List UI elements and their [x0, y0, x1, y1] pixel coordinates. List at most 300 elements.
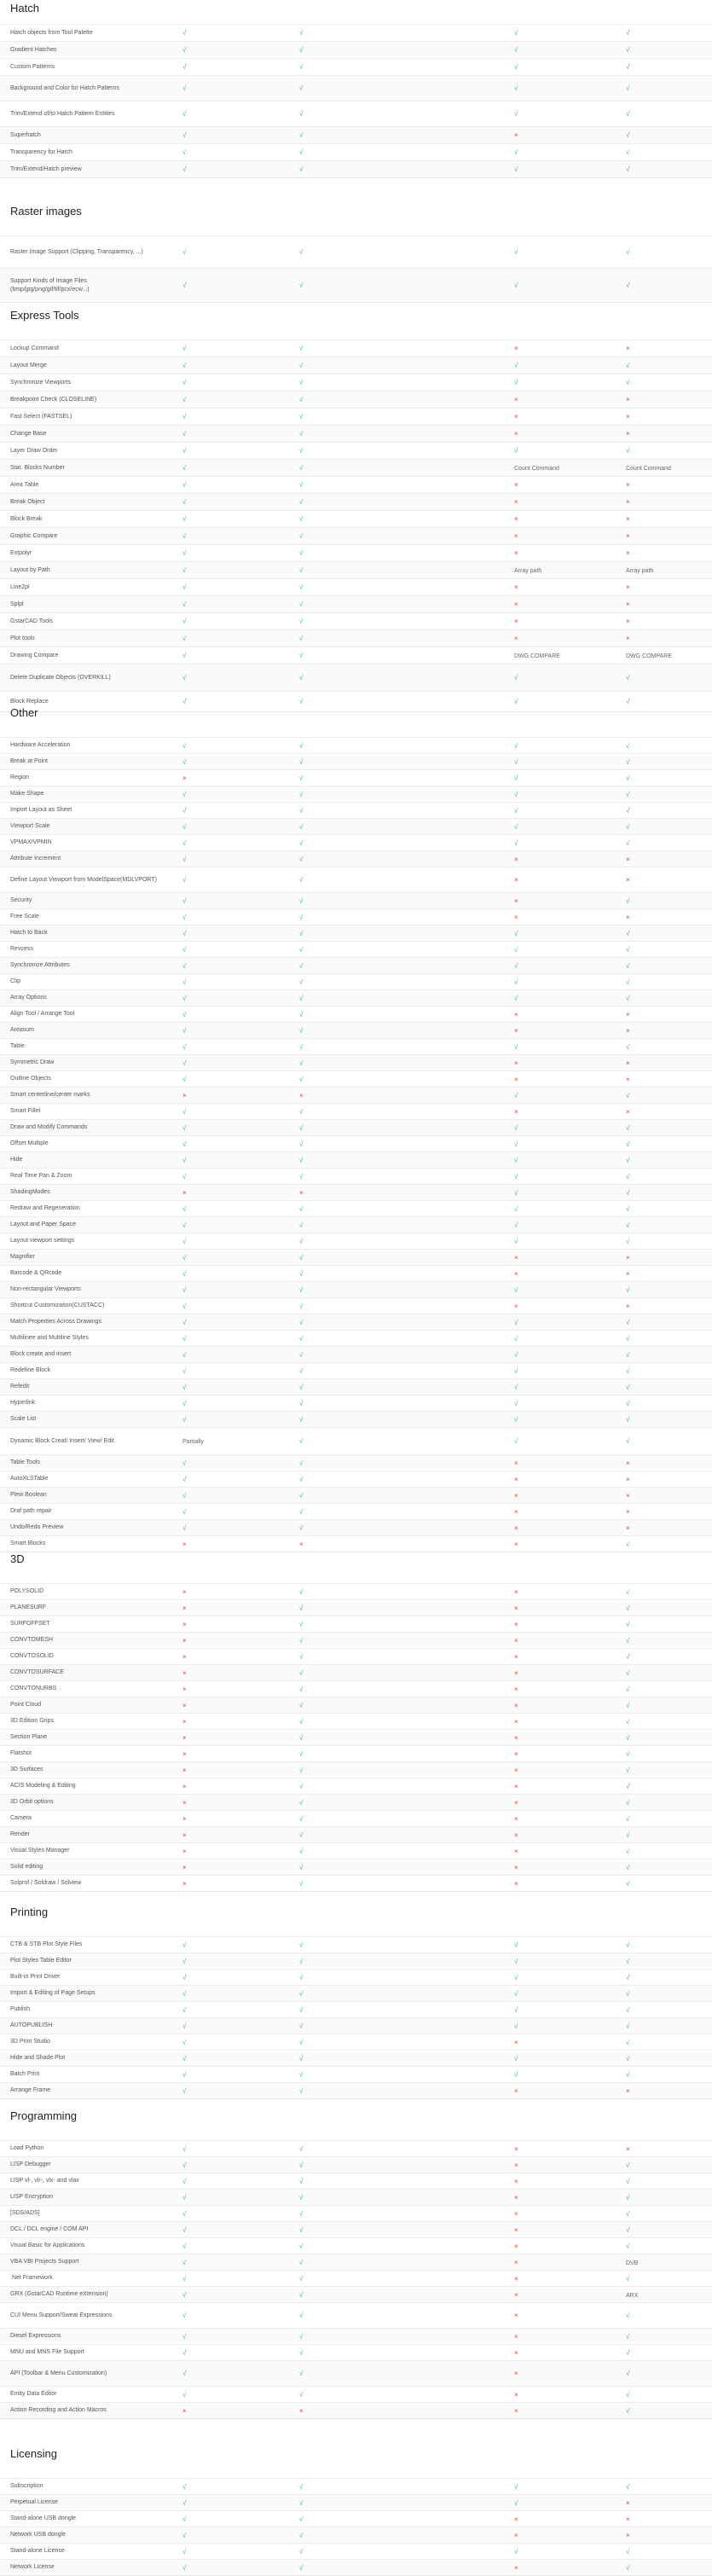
- cross-icon: ×: [182, 1814, 187, 1823]
- check-icon: √: [182, 447, 187, 455]
- empty-cell: [391, 823, 506, 831]
- table-row: [0, 892, 712, 908]
- table-row: [0, 1103, 712, 1119]
- check-icon: √: [626, 757, 630, 766]
- cross-icon: ×: [626, 1059, 630, 1067]
- check-icon: √: [182, 379, 187, 386]
- table-row: [0, 1135, 712, 1152]
- supported-cell: [621, 946, 712, 954]
- feature-label: Plot tools: [10, 635, 35, 641]
- table-row: [0, 2050, 712, 2066]
- check-icon: √: [182, 2290, 187, 2299]
- supported-cell: [506, 447, 621, 455]
- empty-cell: [391, 46, 506, 54]
- feature-label: Synchronize Viewports: [10, 379, 72, 386]
- empty-cell: [391, 1990, 506, 1998]
- supported-cell: [506, 758, 621, 766]
- section-title: Other: [10, 706, 38, 719]
- check-icon: √: [182, 600, 187, 608]
- check-icon: √: [182, 248, 187, 256]
- supported-cell: [275, 839, 391, 847]
- check-icon: √: [299, 515, 304, 523]
- unsupported-cell: [506, 131, 621, 139]
- check-icon: √: [299, 413, 304, 421]
- feature-label: Line2pl: [10, 583, 30, 590]
- unsupported-cell: [506, 532, 621, 540]
- supported-cell: [506, 1140, 621, 1148]
- supported-cell: [621, 2055, 712, 2063]
- unsupported-cell: [506, 1685, 621, 1693]
- cross-icon: ×: [299, 1091, 304, 1099]
- supported-cell: [160, 1221, 275, 1229]
- table-row: [0, 834, 712, 850]
- cross-icon: ×: [514, 532, 518, 540]
- check-icon: √: [299, 2193, 304, 2202]
- supported-cell: [160, 2275, 275, 2283]
- supported-cell: [506, 2548, 621, 2556]
- table-row: [0, 2494, 712, 2510]
- cross-icon: ×: [514, 2161, 518, 2169]
- check-icon: √: [182, 855, 187, 863]
- feature-label: Trim/Extend/Hatch preview: [10, 165, 82, 172]
- check-icon: √: [626, 2390, 630, 2399]
- check-icon: √: [626, 1863, 630, 1871]
- feature-label: Transparency for Hatch: [10, 148, 72, 155]
- supported-cell: [275, 1621, 391, 1628]
- cross-icon: ×: [514, 1010, 518, 1018]
- cross-icon: ×: [514, 2312, 518, 2319]
- supported-cell: [621, 1335, 712, 1343]
- unsupported-cell: [506, 2161, 621, 2169]
- check-icon: √: [514, 1383, 518, 1391]
- supported-cell: [275, 1588, 391, 1596]
- empty-cell: [391, 914, 506, 921]
- check-icon: √: [182, 2038, 187, 2046]
- empty-cell: [391, 1076, 506, 1083]
- check-icon: √: [299, 674, 304, 682]
- empty-cell: [391, 618, 506, 625]
- unsupported-cell: [506, 1108, 621, 1116]
- check-icon: √: [299, 396, 304, 403]
- supported-cell: [275, 2291, 391, 2299]
- feature-label: Dynamic Block Creat/ Insert/ View/ Edit: [10, 1437, 114, 1444]
- unsupported-cell: [506, 1750, 621, 1758]
- table-row: [0, 561, 712, 578]
- supported-cell: [621, 2242, 712, 2250]
- unsupported-cell: [506, 1799, 621, 1807]
- supported-cell: [506, 2022, 621, 2030]
- table-row: [0, 1810, 712, 1826]
- check-icon: √: [182, 549, 187, 557]
- unsupported-cell: [506, 1669, 621, 1677]
- table-row: [0, 2286, 712, 2302]
- feature-label: Fast Select (FASTSEL): [10, 413, 72, 420]
- feature-label: Plot Styles Table Editor: [10, 1958, 72, 1964]
- note-text: ARX: [626, 2292, 639, 2299]
- check-icon: √: [626, 1941, 630, 1949]
- feature-label: PLANESURF: [10, 1604, 47, 1610]
- unsupported-cell: [506, 1783, 621, 1790]
- supported-cell: [621, 2349, 712, 2357]
- feature-label: Visual Styles Manager: [10, 1848, 70, 1854]
- supported-cell: [275, 1508, 391, 1516]
- supported-cell: [506, 63, 621, 71]
- cross-icon: ×: [182, 1749, 187, 1758]
- feature-label: Redefine Block: [10, 1367, 51, 1373]
- check-icon: √: [626, 1636, 630, 1645]
- unsupported-cell: [160, 1653, 275, 1661]
- check-icon: √: [182, 2070, 187, 2079]
- unsupported-cell: [160, 1621, 275, 1628]
- cross-icon: ×: [626, 2498, 630, 2507]
- empty-cell: [391, 549, 506, 557]
- check-icon: √: [299, 929, 304, 937]
- check-icon: √: [514, 822, 518, 831]
- check-icon: √: [299, 2070, 304, 2079]
- table-row: [0, 527, 712, 544]
- unsupported-cell: [506, 515, 621, 523]
- cross-icon: ×: [514, 2274, 518, 2283]
- supported-cell: [621, 447, 712, 455]
- empty-cell: [391, 148, 506, 156]
- check-icon: √: [299, 1798, 304, 1807]
- supported-cell: [275, 2161, 391, 2169]
- table-row: [0, 101, 712, 126]
- feature-table: [0, 339, 712, 712]
- cross-icon: ×: [514, 1847, 518, 1855]
- cross-icon: ×: [514, 1059, 518, 1067]
- supported-cell: [275, 1941, 391, 1949]
- check-icon: √: [626, 1847, 630, 1855]
- section-3d: [0, 1551, 712, 1892]
- table-row: [0, 75, 712, 101]
- check-icon: √: [299, 1237, 304, 1245]
- supported-cell: [275, 1335, 391, 1343]
- check-icon: √: [626, 929, 630, 937]
- section-title: Licensing: [10, 2447, 57, 2460]
- empty-cell: [391, 2006, 506, 2014]
- cross-icon: ×: [299, 1188, 304, 1197]
- supported-cell: [275, 1492, 391, 1500]
- cross-icon: ×: [182, 1540, 187, 1548]
- supported-cell: [275, 281, 391, 289]
- feature-label: Block Break: [10, 515, 43, 522]
- table-row: [0, 2254, 712, 2270]
- supported-cell: [621, 2564, 712, 2572]
- supported-cell: [160, 995, 275, 1002]
- feature-label: Layout by Path: [10, 566, 50, 573]
- empty-cell: [391, 1508, 506, 1516]
- cross-icon: ×: [514, 2332, 518, 2341]
- note-cell: [506, 652, 621, 659]
- table-row: [0, 1454, 712, 1471]
- check-icon: √: [514, 1188, 518, 1197]
- supported-cell: [160, 396, 275, 403]
- supported-cell: [160, 978, 275, 986]
- supported-cell: [275, 583, 391, 591]
- check-icon: √: [626, 2312, 630, 2319]
- empty-cell: [391, 1270, 506, 1278]
- table-row: [0, 818, 712, 834]
- table-row: [0, 1378, 712, 1395]
- empty-cell: [391, 1734, 506, 1742]
- check-icon: √: [299, 1302, 304, 1310]
- supported-cell: [506, 2483, 621, 2491]
- feature-label: Redraw and Regeneration: [10, 1205, 80, 1211]
- feature-label: Change Base: [10, 430, 47, 437]
- empty-cell: [391, 1815, 506, 1823]
- supported-cell: [621, 962, 712, 970]
- check-icon: √: [299, 876, 304, 884]
- supported-cell: [621, 1124, 712, 1132]
- cross-icon: ×: [514, 1879, 518, 1888]
- check-icon: √: [626, 2332, 630, 2341]
- table-row: [0, 2402, 712, 2418]
- empty-cell: [391, 131, 506, 139]
- supported-cell: [621, 46, 712, 54]
- supported-cell: [506, 1043, 621, 1051]
- supported-cell: [275, 1238, 391, 1245]
- supported-cell: [275, 1011, 391, 1018]
- check-icon: √: [182, 1334, 187, 1343]
- unsupported-cell: [506, 1059, 621, 1067]
- check-icon: √: [514, 1156, 518, 1164]
- empty-cell: [391, 1958, 506, 1965]
- check-icon: √: [626, 1798, 630, 1807]
- check-icon: √: [626, 945, 630, 954]
- supported-cell: [621, 1685, 712, 1693]
- supported-cell: [506, 1416, 621, 1424]
- unsupported-cell: [506, 1880, 621, 1888]
- check-icon: √: [514, 1399, 518, 1407]
- supported-cell: [275, 1734, 391, 1742]
- supported-cell: [506, 1205, 621, 1213]
- check-icon: √: [182, 2225, 187, 2234]
- feature-label: Solid editing: [10, 1864, 43, 1870]
- supported-cell: [621, 2407, 712, 2415]
- unsupported-cell: [506, 1540, 621, 1548]
- cross-icon: ×: [626, 515, 630, 523]
- supported-cell: [160, 165, 275, 173]
- cross-icon: ×: [626, 413, 630, 421]
- feature-label: Real Time Pan & Zoom: [10, 1173, 72, 1179]
- cross-icon: ×: [299, 2406, 304, 2415]
- empty-cell: [391, 2161, 506, 2169]
- check-icon: √: [514, 2482, 518, 2491]
- check-icon: √: [299, 165, 304, 173]
- unsupported-cell: [506, 1459, 621, 1467]
- check-icon: √: [514, 1140, 518, 1148]
- supported-cell: [275, 1685, 391, 1693]
- check-icon: √: [626, 2242, 630, 2250]
- supported-cell: [621, 1880, 712, 1888]
- cross-icon: ×: [626, 2515, 630, 2523]
- supported-cell: [160, 413, 275, 421]
- empty-cell: [391, 2178, 506, 2185]
- supported-cell: [621, 1815, 712, 1823]
- supported-cell: [506, 1157, 621, 1164]
- table-row: [0, 408, 712, 425]
- check-icon: √: [182, 652, 187, 659]
- table-row: [0, 24, 712, 41]
- cross-icon: ×: [514, 2225, 518, 2234]
- table-row: [0, 802, 712, 818]
- check-icon: √: [182, 1285, 187, 1294]
- empty-cell: [391, 2483, 506, 2491]
- check-icon: √: [514, 741, 518, 750]
- supported-cell: [160, 635, 275, 642]
- cross-icon: ×: [514, 2563, 518, 2572]
- check-icon: √: [626, 379, 630, 386]
- table-row: [0, 1697, 712, 1713]
- table-row: [0, 1648, 712, 1664]
- supported-cell: [160, 1958, 275, 1965]
- supported-cell: [275, 914, 391, 921]
- supported-cell: [275, 946, 391, 954]
- empty-cell: [391, 1319, 506, 1326]
- cross-icon: ×: [514, 2406, 518, 2415]
- feature-label: Delete Duplicate Objects (OVERKILL): [10, 674, 111, 681]
- empty-cell: [391, 1124, 506, 1132]
- cross-icon: ×: [514, 131, 518, 139]
- unsupported-cell: [160, 775, 275, 782]
- check-icon: √: [514, 362, 518, 369]
- supported-cell: [275, 1254, 391, 1262]
- check-icon: √: [626, 2054, 630, 2063]
- feature-label: Support Kinds of Image Files (bmp/jpg/png/gif/tif/pcx/ecw...): [10, 277, 90, 293]
- supported-cell: [160, 1508, 275, 1516]
- supported-cell: [160, 1319, 275, 1326]
- cross-icon: ×: [514, 2290, 518, 2299]
- supported-cell: [621, 2226, 712, 2234]
- feature-table: [0, 1583, 712, 1892]
- empty-cell: [391, 165, 506, 173]
- check-icon: √: [299, 1459, 304, 1467]
- supported-cell: [160, 1400, 275, 1407]
- check-icon: √: [299, 131, 304, 139]
- supported-cell: [160, 345, 275, 352]
- check-icon: √: [626, 165, 630, 173]
- unsupported-cell: [621, 876, 712, 884]
- check-icon: √: [182, 131, 187, 139]
- supported-cell: [621, 1767, 712, 1774]
- cross-icon: ×: [514, 1604, 518, 1612]
- check-icon: √: [514, 929, 518, 937]
- table-row: [0, 1583, 712, 1599]
- check-icon: √: [182, 2332, 187, 2341]
- unsupported-cell: [506, 1303, 621, 1310]
- feature-label: CONVTOSURFACE: [10, 1669, 64, 1675]
- cross-icon: ×: [182, 1636, 187, 1645]
- empty-cell: [391, 635, 506, 642]
- cross-icon: ×: [626, 481, 630, 489]
- note-cell: [621, 2291, 712, 2299]
- supported-cell: [275, 2499, 391, 2507]
- supported-cell: [160, 583, 275, 591]
- unsupported-cell: [506, 2259, 621, 2266]
- check-icon: √: [299, 1253, 304, 1262]
- unsupported-cell: [621, 2145, 712, 2153]
- feature-label: LISP Encryption: [10, 2194, 54, 2200]
- check-icon: √: [299, 2547, 304, 2556]
- check-icon: √: [299, 1318, 304, 1326]
- check-icon: √: [182, 84, 187, 92]
- feature-label: AutoXLSTable: [10, 1476, 49, 1482]
- supported-cell: [506, 2006, 621, 2014]
- table-row: [0, 1216, 712, 1233]
- feature-label: Make Shape: [10, 791, 44, 797]
- unsupported-cell: [506, 2210, 621, 2218]
- check-icon: √: [299, 498, 304, 506]
- unsupported-cell: [275, 1189, 391, 1197]
- check-icon: √: [514, 790, 518, 798]
- cross-icon: ×: [182, 1830, 187, 1839]
- check-icon: √: [182, 978, 187, 986]
- check-icon: √: [514, 1221, 518, 1229]
- empty-cell: [391, 1173, 506, 1181]
- note-cell: [621, 2259, 712, 2266]
- table-row: [0, 1395, 712, 1411]
- empty-cell: [391, 791, 506, 798]
- supported-cell: [275, 2532, 391, 2539]
- cross-icon: ×: [514, 618, 518, 625]
- cross-icon: ×: [514, 2177, 518, 2185]
- supported-cell: [160, 2564, 275, 2572]
- table-row: [0, 1985, 712, 2001]
- check-icon: √: [299, 46, 304, 54]
- check-icon: √: [299, 481, 304, 489]
- supported-cell: [275, 63, 391, 71]
- cross-icon: ×: [514, 2531, 518, 2539]
- empty-cell: [391, 2194, 506, 2202]
- check-icon: √: [626, 2274, 630, 2283]
- table-row: [0, 1184, 712, 1200]
- feature-label: Subscription: [10, 2483, 43, 2489]
- check-icon: √: [182, 464, 187, 472]
- empty-cell: [391, 2333, 506, 2341]
- empty-cell: [391, 600, 506, 608]
- section-title: Raster images: [10, 205, 82, 218]
- feature-label: Non-rectangular Viewports: [10, 1286, 81, 1292]
- feature-label: Area Table: [10, 481, 39, 488]
- check-icon: √: [299, 1475, 304, 1483]
- unsupported-cell: [160, 1685, 275, 1693]
- cross-icon: ×: [514, 1830, 518, 1839]
- check-icon: √: [182, 481, 187, 489]
- check-icon: √: [626, 1652, 630, 1661]
- feature-label: Import & Editing of Page Setups: [10, 1990, 96, 1996]
- check-icon: √: [182, 876, 187, 884]
- check-icon: √: [299, 790, 304, 798]
- unsupported-cell: [506, 600, 621, 608]
- check-icon: √: [299, 1604, 304, 1612]
- cross-icon: ×: [626, 1026, 630, 1035]
- check-icon: √: [299, 2348, 304, 2357]
- check-icon: √: [514, 1237, 518, 1245]
- check-icon: √: [299, 532, 304, 540]
- cross-icon: ×: [514, 2258, 518, 2266]
- supported-cell: [621, 1718, 712, 1726]
- empty-cell: [391, 362, 506, 369]
- check-icon: √: [626, 2370, 630, 2377]
- feature-label: Action Recording and Action Macros: [10, 2407, 107, 2413]
- cross-icon: ×: [514, 600, 518, 608]
- check-icon: √: [182, 2370, 187, 2377]
- feature-label: Align Tool / Arrange Tool: [10, 1011, 75, 1017]
- supported-cell: [506, 1941, 621, 1949]
- supported-cell: [275, 2564, 391, 2572]
- empty-cell: [391, 1205, 506, 1213]
